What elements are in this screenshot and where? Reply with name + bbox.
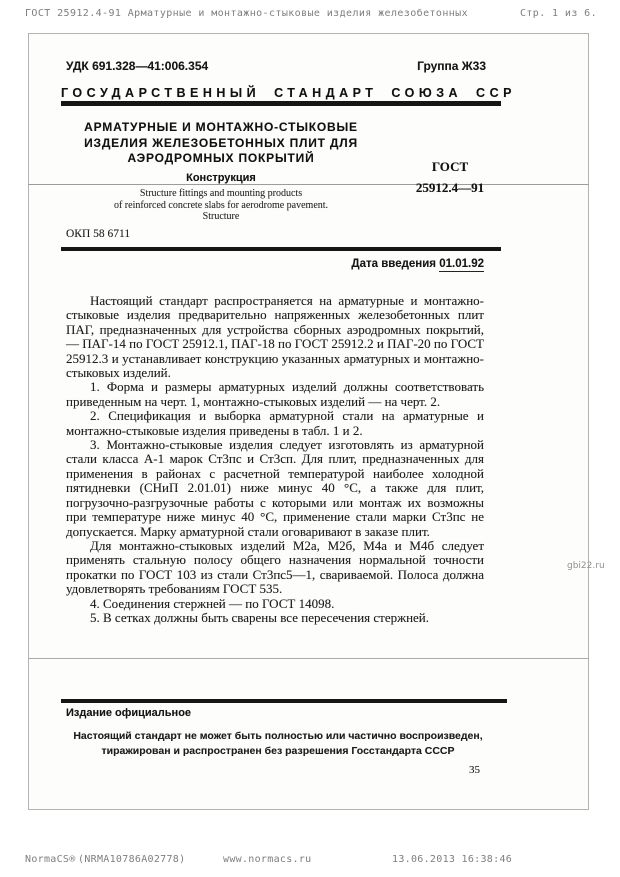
normacs-url: www.normacs.ru bbox=[223, 854, 312, 865]
gost-designation bbox=[409, 156, 491, 198]
print-timestamp: 13.06.2013 16:38:46 bbox=[392, 854, 513, 865]
classification-row bbox=[66, 59, 486, 73]
english-title-line: Structure bbox=[202, 211, 240, 222]
document-body bbox=[66, 294, 484, 625]
document-title bbox=[51, 120, 391, 167]
paragraph: Для монтажно-стыковых изделий М2а, М2б, М4а и М4б следует применять стальную полосу общего назначения нормальной точности прокатки по ГОСТ 103 из стали Ст3пс5—1, свариваемой. Полоса должна удовлетворять требованиям ГОСТ 535. bbox=[66, 537, 484, 597]
heading-rule bbox=[61, 101, 501, 106]
group-code: Группа Ж33 bbox=[417, 59, 486, 73]
document-title-line: АРМАТУРНЫЕ И МОНТАЖНО-СТЫКОВЫЕ bbox=[84, 120, 358, 134]
designation-rule bbox=[28, 184, 589, 185]
copyright-line: тиражирован и распространен без разрешения Госстандарта СССР bbox=[101, 745, 455, 757]
viewer-header bbox=[25, 7, 597, 20]
paragraph: 1. Форма и размеры арматурных изделий должны соответствовать приведенным на черт. 1, монтажно-стыковых изделий — на черт. 2. bbox=[66, 379, 484, 409]
title-block-rule bbox=[61, 247, 501, 251]
viewer-page-indicator: Стр. 1 из 6. bbox=[519, 8, 597, 19]
gost-designation-word: ГОСТ bbox=[431, 159, 469, 174]
document-page bbox=[28, 33, 589, 810]
paragraph: 5. В сетках должны быть сварены все пересечения стержней. bbox=[90, 609, 430, 625]
page-number: 35 bbox=[469, 764, 480, 776]
license-number: (NRMA10786A02778) bbox=[78, 854, 186, 865]
effective-date-value: 01.01.92 bbox=[439, 258, 484, 270]
effective-date-label: Дата введения bbox=[351, 258, 437, 270]
paragraph: 3. Монтажно-стыковые изделия следует изготовлять из арматурной стали класса А-1 марок Ст3пс и Ст3сп. Для плит, предназначенных для применения в районах с расчетной температурой наиболее холодной пятидневки (СНиП 2.01.01) ниже минус 40 °С, а также для плит, погрузочно-разгрузочные работы с которыми или монтаж их возможны при температуре ниже минус 40 °С, применение стали марки Ст3пс не допускается. Марку арматурной стали оговаривают в заказе плит. bbox=[66, 437, 484, 539]
watermark-text: gbi22.ru bbox=[567, 561, 605, 571]
gost-designation-number: 25912.4—91 bbox=[415, 180, 485, 195]
footer-rule bbox=[61, 699, 507, 703]
normacs-brand: NormaCS® bbox=[25, 854, 76, 865]
okp-code: ОКП 58 6711 bbox=[66, 228, 131, 240]
english-title bbox=[51, 188, 391, 223]
udk-code: УДК 691.328—41:006.354 bbox=[66, 59, 209, 73]
viewer-header-title: ГОСТ 25912.4-91 Арматурные и монтажно-стыковые изделия железобетонных bbox=[25, 8, 469, 19]
official-edition-label: Издание официальное bbox=[66, 707, 192, 719]
standard-type-heading: ГОСУДАРСТВЕННЫЙ СТАНДАРТ СОЮЗА ССР bbox=[61, 86, 516, 100]
subtitle-construction: Конструкция bbox=[186, 172, 256, 184]
english-title-line: of reinforced concrete slabs for aerodrome pavement. bbox=[113, 199, 329, 211]
paragraph: 2. Спецификация и выборка арматурной стали на арматурные и монтажно-стыковые изделия приведены в табл. 1 и 2. bbox=[66, 408, 484, 438]
document-title-line: ИЗДЕЛИЯ ЖЕЛЕЗОБЕТОННЫХ ПЛИТ ДЛЯ bbox=[84, 135, 358, 150]
copyright-notice bbox=[66, 729, 490, 759]
paragraph: Настоящий стандарт распространяется на арматурные и монтажно-стыковые изделия предварительно напряженных железобетонных плит ПАГ, предназначенных для устройства сборных аэродромных покрытий, — ПАГ-14 по ГОСТ 25912.1, ПАГ-18 по ГОСТ 25912.2 и ПАГ-20 по ГОСТ 25912.3 и устанавливает конструкцию указанных арматурных и монтажно-стыковых изделий. bbox=[66, 293, 484, 381]
body-end-rule bbox=[28, 658, 589, 659]
document-title-line: АЭРОДРОМНЫХ ПОКРЫТИЙ bbox=[127, 151, 315, 165]
paragraph: 4. Соединения стержней — по ГОСТ 14098. bbox=[90, 595, 335, 611]
copyright-line: Настоящий стандарт не может быть полностью или частично воспроизведен, bbox=[73, 730, 483, 742]
english-title-line: Structure fittings and mounting products bbox=[139, 188, 303, 199]
effective-date-row bbox=[66, 258, 484, 270]
